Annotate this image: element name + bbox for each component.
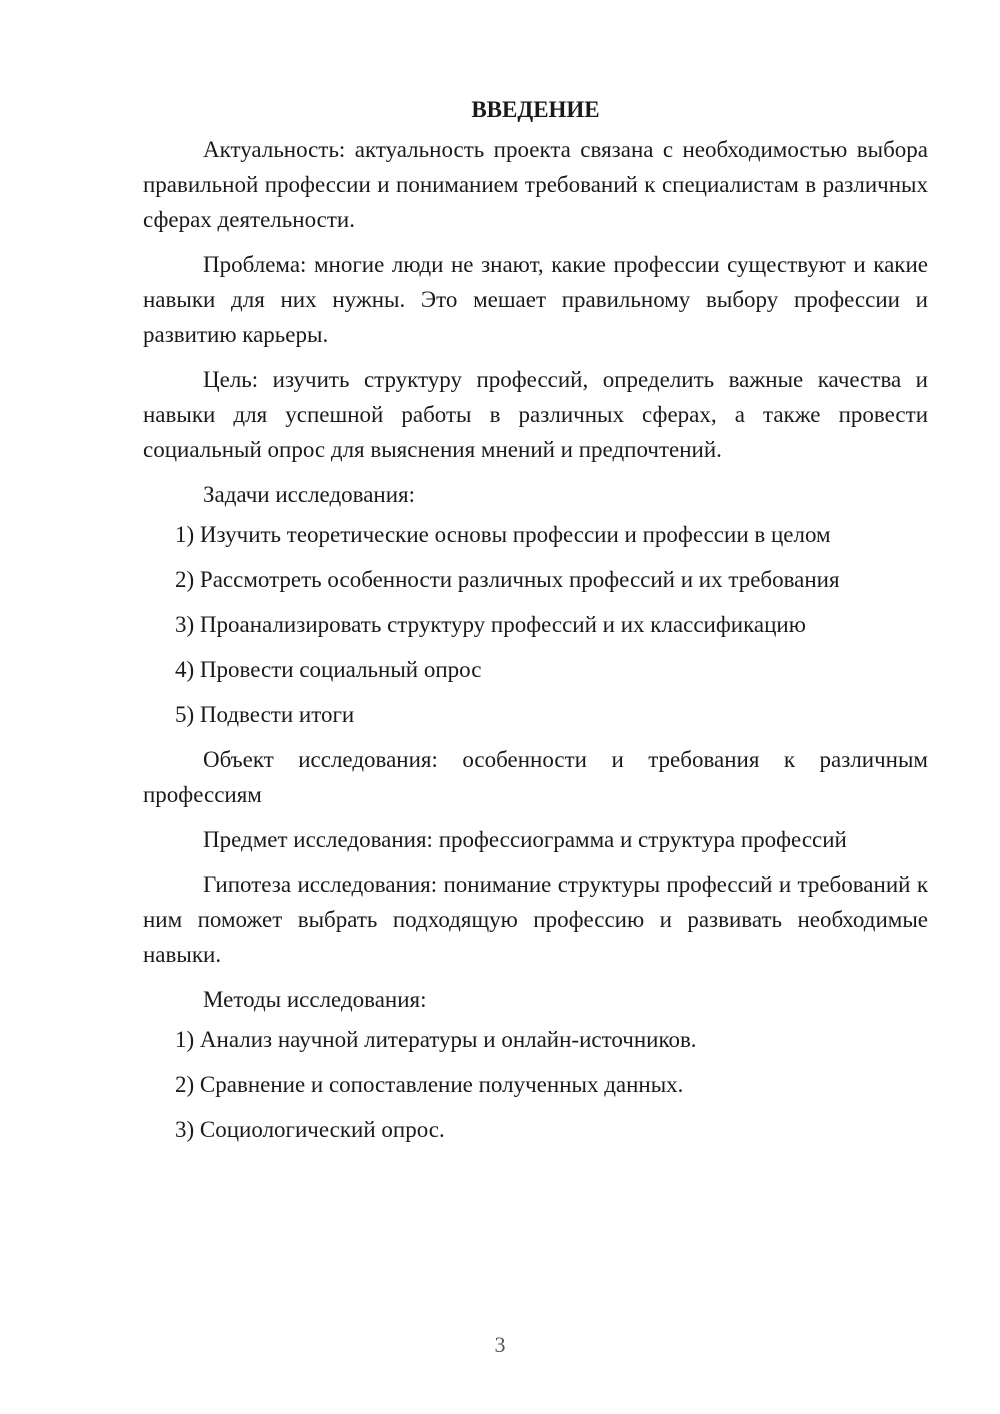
object-paragraph: Объект исследования: особенности и требования к различным профессиям bbox=[143, 747, 928, 807]
task-item: 2) Рассмотреть особенности различных профессий и их требования bbox=[175, 567, 840, 592]
methods-heading: Методы исследования: bbox=[203, 987, 427, 1012]
document-body bbox=[143, 92, 928, 1147]
tasks-heading: Задачи исследования: bbox=[203, 482, 416, 507]
page-number: 3 bbox=[494, 1332, 506, 1357]
relevance-paragraph: Актуальность: актуальность проекта связана с необходимостью выбора правильной профессии и пониманием требований к специалистам в различных сферах деятельности. bbox=[143, 137, 928, 232]
hypothesis-paragraph: Гипотеза исследования: понимание структуры профессий и требований к ним поможет выбрать подходящую профессию и развивать необходимые навыки. bbox=[143, 872, 928, 967]
task-item: 3) Проанализировать структуру профессий и их классификацию bbox=[175, 612, 806, 637]
method-item: 1) Анализ научной литературы и онлайн-источников. bbox=[175, 1027, 697, 1052]
subject-paragraph: Предмет исследования: профессиограмма и структура профессий bbox=[203, 827, 847, 852]
problem-paragraph: Проблема: многие люди не знают, какие профессии существуют и какие навыки для них нужны. Это мешает правильному выбору профессии и развитию карьеры. bbox=[143, 252, 928, 347]
page-title: ВВЕДЕНИЕ bbox=[471, 97, 600, 122]
method-item: 3) Социологический опрос. bbox=[175, 1117, 445, 1142]
task-item: 1) Изучить теоретические основы профессии и профессии в целом bbox=[175, 522, 831, 547]
task-item: 4) Провести социальный опрос bbox=[175, 657, 482, 682]
goal-paragraph: Цель: изучить структуру профессий, определить важные качества и навыки для успешной работы в различных сферах, а также провести социальный опрос для выяснения мнений и предпочтений. bbox=[143, 367, 928, 462]
method-item: 2) Сравнение и сопоставление полученных данных. bbox=[175, 1072, 684, 1097]
task-item: 5) Подвести итоги bbox=[175, 702, 355, 727]
